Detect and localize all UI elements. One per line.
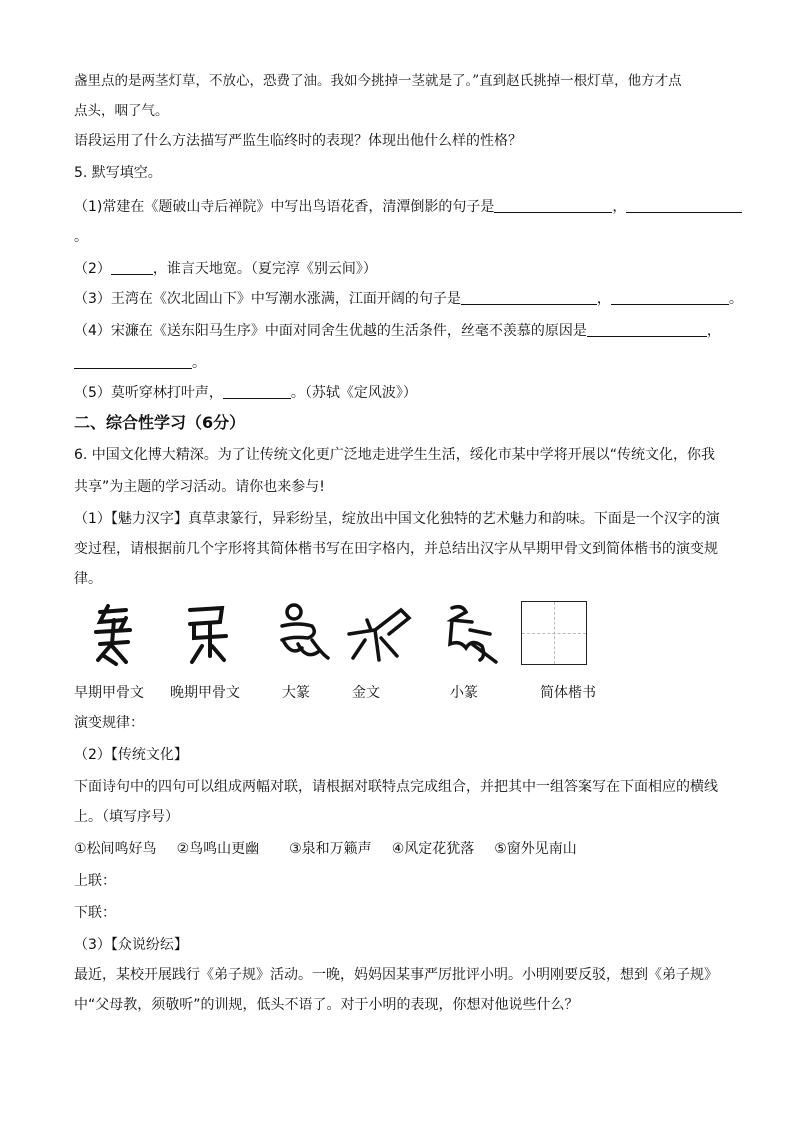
oracle-bone-early-glyph [86, 600, 156, 670]
glyph-label-early-oracle: 早期甲骨文 [74, 685, 144, 701]
q5-item-5-end: 。（苏轼《定风波》） [290, 385, 417, 401]
tian-grid-box[interactable] [521, 601, 587, 665]
glyph-label-late-oracle: 晚期甲骨文 [170, 685, 240, 701]
q6-intro-1: 6. 中国文化博大精深。为了让传统文化更广泛地走进学生生活，绥化市某中学将开展以“传统文化，你我 [74, 447, 716, 463]
blank-line[interactable] [611, 290, 729, 305]
glyph-label-small-seal: 小篆 [450, 685, 478, 701]
option-5: ⑤窗外见南山 [494, 841, 577, 857]
blank-line[interactable] [494, 198, 612, 213]
q6-p3-line-2: 中“父母教，须敬听”的训规，低头不语了。对于小明的表现，你想对他说些什么？ [74, 997, 579, 1013]
punct: ， [706, 323, 721, 339]
blank-line[interactable] [626, 198, 742, 213]
q5-item-5-text: （5）莫听穿林打叶声， [74, 385, 223, 401]
q5-title: 5. 默写填空。 [74, 165, 162, 181]
q5-item-1-end: 。 [74, 229, 88, 245]
q5-item-2-open: （2） [74, 261, 111, 277]
q5-item-1-text: （1)常建在《题破山寺后禅院》中写出鸟语花香，清潭倒影的句子是 [74, 199, 495, 215]
punct: ， [596, 291, 611, 307]
q6-p2-title: （2）【传统文化】 [74, 747, 188, 763]
q6-p2-line-1: 下面诗句中的四句可以组成两幅对联，请根据对联特点完成组合，并把其中一组答案写在下面相应的横线 [74, 779, 718, 795]
q6-intro-2: 共享”为主题的学习活动。请你也来参与! [74, 479, 325, 495]
punct: 。 [728, 291, 743, 307]
blank-line[interactable] [461, 290, 597, 305]
option-1: ①松间鸣好鸟 [74, 841, 157, 857]
blank-line[interactable] [223, 384, 291, 399]
option-3: ③泉和万籁声 [289, 841, 372, 857]
q6-p2-line-2: 上。（填写序号） [74, 809, 179, 825]
q4-question: 语段运用了什么方法描写严监生临终时的表现？体现出他什么样的性格？ [74, 133, 522, 149]
q6-p3-title: （3）【众说纷纭】 [74, 937, 188, 953]
blank-line[interactable] [74, 354, 192, 369]
blank-line[interactable] [587, 322, 707, 337]
glyph-label-bronze: 金文 [352, 685, 380, 701]
q5-item-2 [74, 258, 377, 278]
q5-item-3 [74, 288, 743, 308]
excerpt-line-1: 盏里点的是两茎灯草，不放心，恐费了油。我如今挑掉一茎就是了。”直到赵氏挑掉一根灯草，他方才点 [74, 73, 682, 89]
q5-item-5 [74, 382, 417, 402]
large-seal-glyph [272, 600, 342, 670]
glyph-label-large-seal: 大篆 [282, 685, 310, 701]
q6-p1-line-1: （1）【魅力汉字】真草隶篆行，异彩纷呈，绽放出中国文化独特的艺术魅力和韵味。下面是一个汉字的演 [74, 511, 720, 527]
evolution-label: 演变规律： [74, 715, 144, 731]
q5-item-4 [74, 320, 721, 340]
q5-item-4-cont [74, 352, 206, 372]
q6-p3-line-1: 最近，某校开展践行《弟子规》活动。一晚，妈妈因某事严厉批评小明。小明刚要反驳，想到《弟子规》 [74, 967, 718, 983]
excerpt-line-2: 点头，咽了气。 [74, 103, 169, 119]
q6-p1-line-3: 律。 [74, 571, 102, 587]
option-2: ②鸟鸣山更幽 [176, 841, 260, 857]
blank-line[interactable] [111, 260, 153, 275]
q5-item-1 [74, 196, 742, 216]
bronze-inscription-glyph [345, 600, 415, 670]
q5-item-4-text: （4）宋濂在《送东阳马生序》中面对同舍生优越的生活条件，丝毫不羡慕的原因是 [74, 323, 587, 339]
upper-couplet-label: 上联： [74, 873, 116, 889]
section-2-title: 二、综合性学习（6分） [74, 413, 246, 432]
punct: ， [612, 199, 627, 215]
oracle-bone-late-glyph [180, 600, 250, 670]
q5-item-2-text: ，谁言天地宽。（夏完淳《别云间》） [152, 261, 377, 277]
q5-item-3-text: （3）王湾在《次北固山下》中写潮水涨满，江面开阔的句子是 [74, 291, 461, 307]
option-4: ④风定花犹落 [391, 841, 475, 857]
q6-p1-line-2: 变过程，请根据前几个字形将其简体楷书写在田字格内，并总结出汉字从早期甲骨文到简体楷书的演变规 [74, 541, 718, 557]
small-seal-glyph [442, 600, 512, 670]
lower-couplet-label: 下联： [74, 905, 116, 921]
q6-p2-options [74, 838, 577, 858]
punct: 。 [192, 355, 206, 371]
glyph-label-standard-script: 简体楷书 [540, 685, 596, 701]
